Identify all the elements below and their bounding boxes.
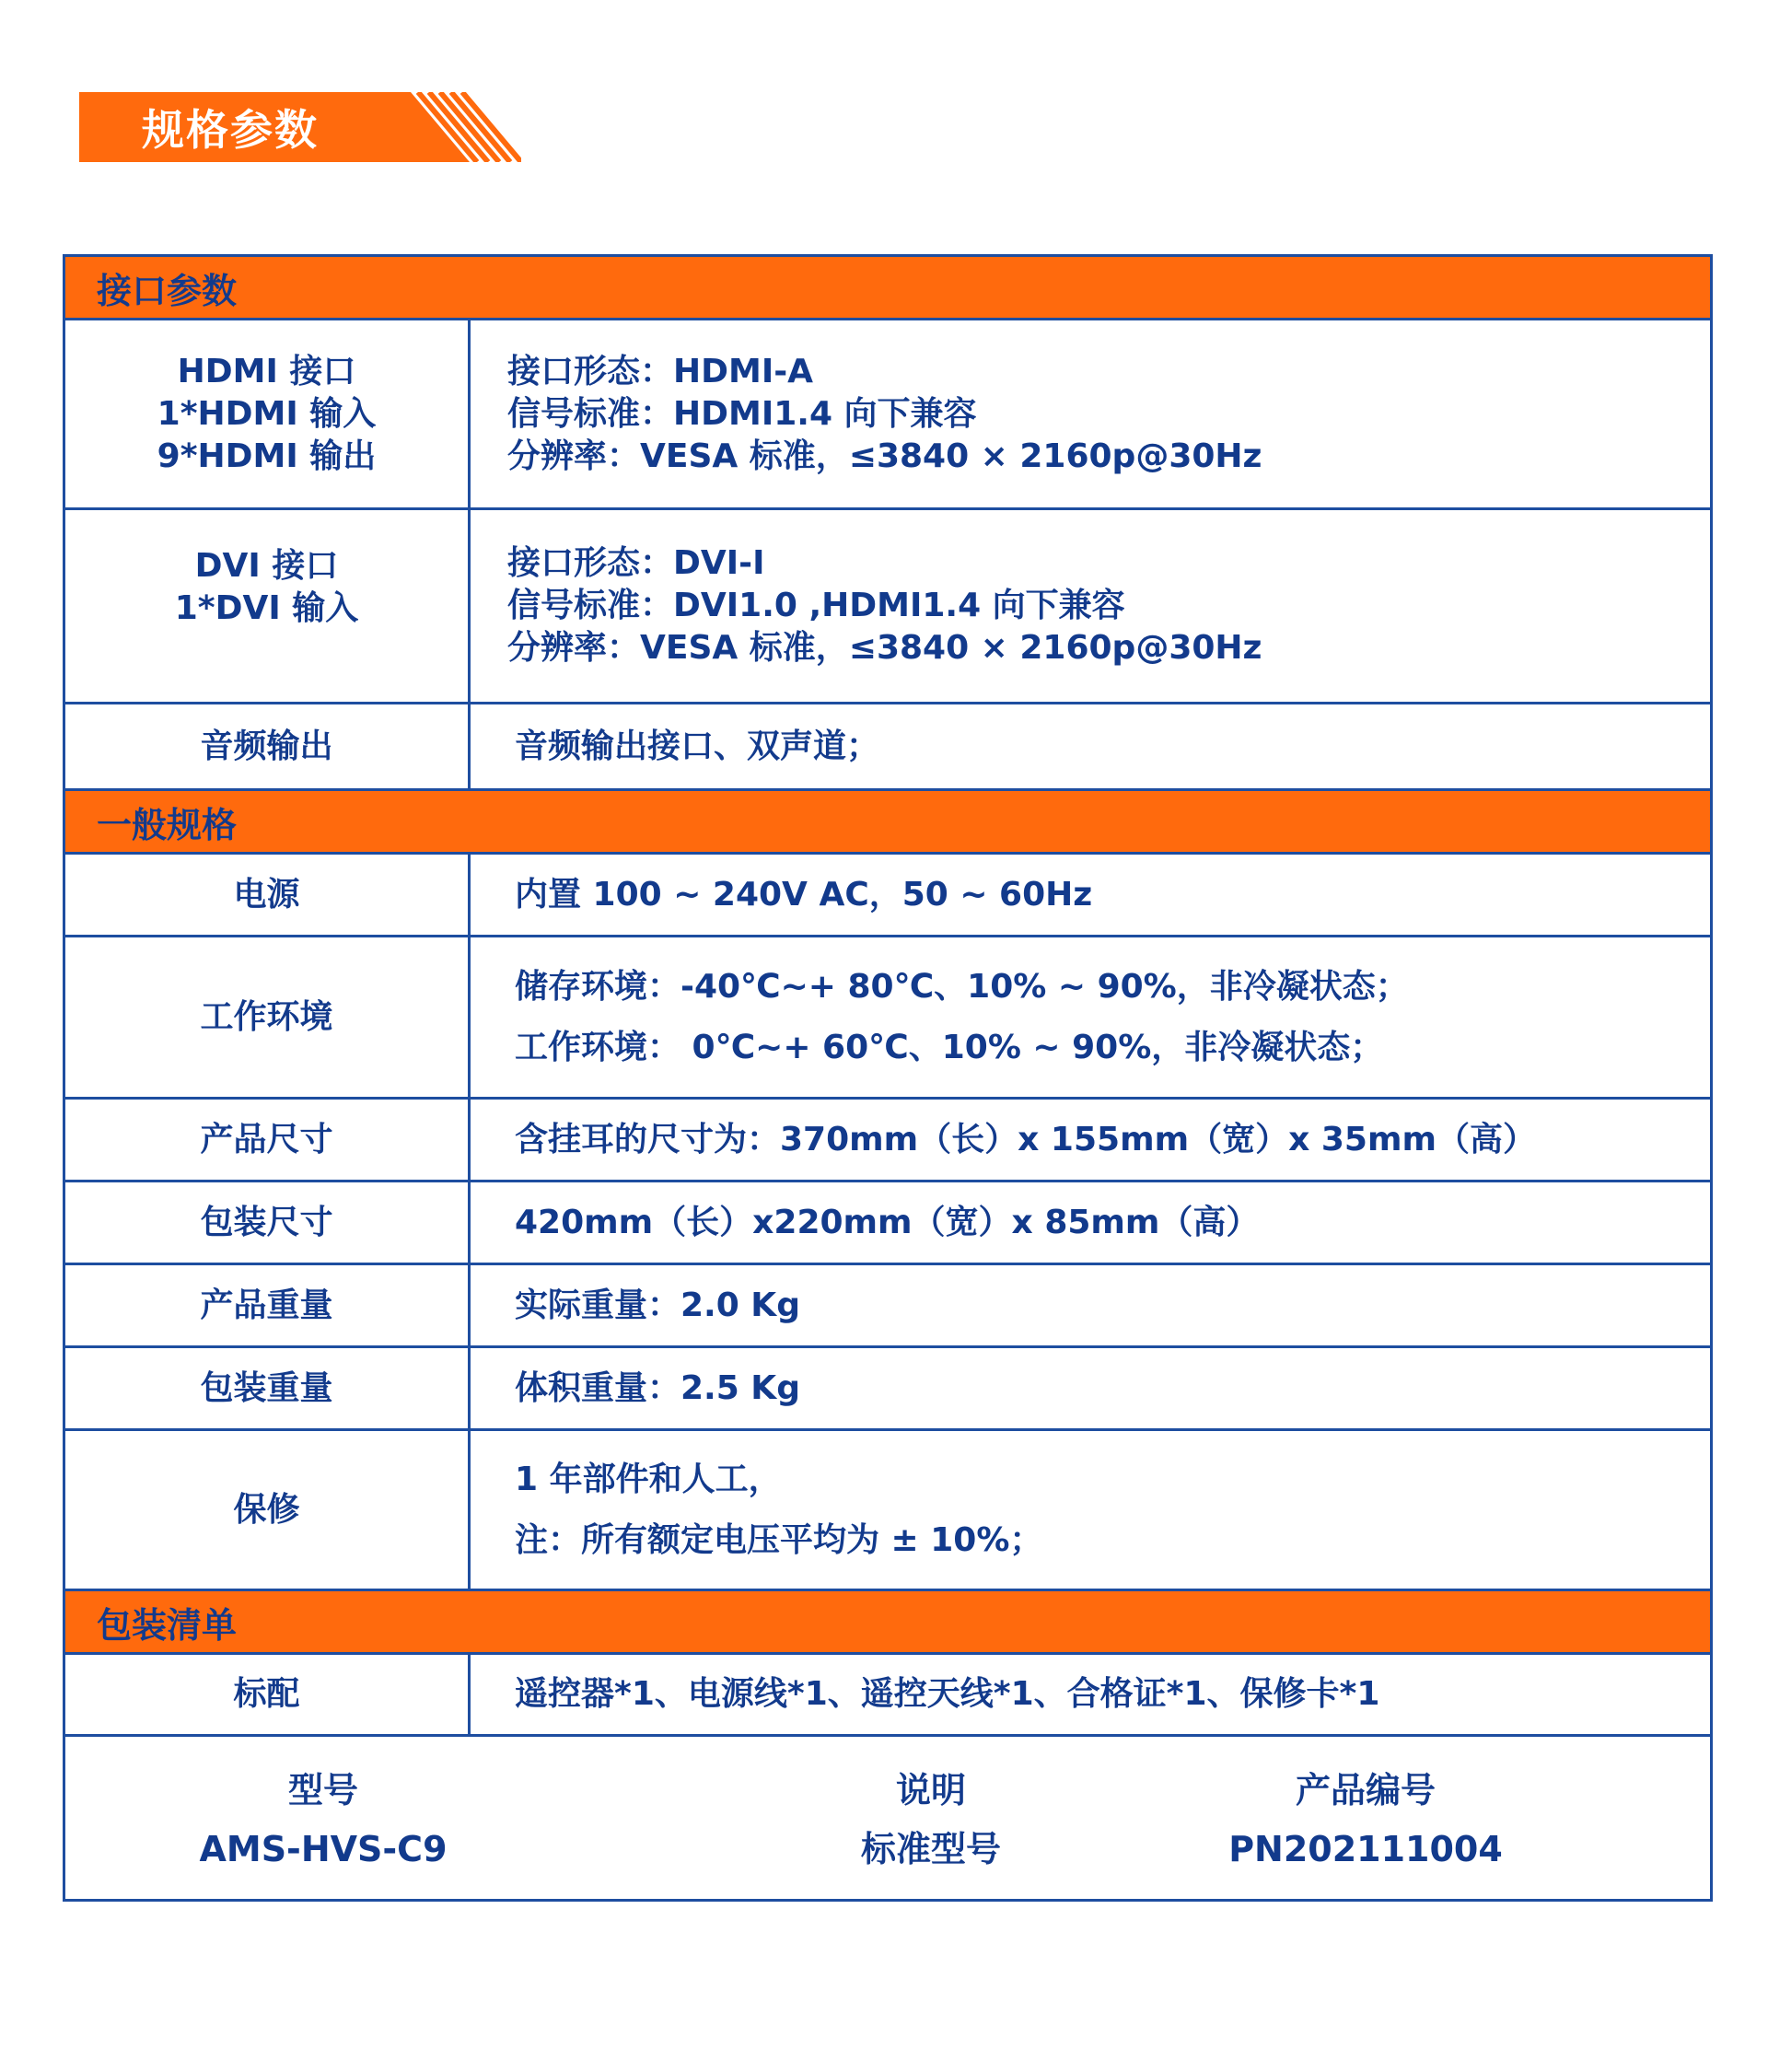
row-audio xyxy=(65,704,1710,791)
stripe-decoration-icon xyxy=(378,92,521,162)
hdmi-label-line: 9*HDMI 输出 xyxy=(157,437,377,475)
row-product-weight xyxy=(65,1265,1710,1348)
hdmi-label-line: 1*HDMI 输入 xyxy=(157,394,377,433)
row-value-dvi xyxy=(471,510,1710,702)
row-label-power: 电源 xyxy=(65,855,471,935)
row-package-size xyxy=(65,1182,1710,1265)
warranty-value-line: 注：所有额定电压平均为 ± 10%； xyxy=(515,1520,1043,1559)
description-heading: 说明 xyxy=(895,1770,966,1810)
warranty-value-line: 1 年部件和人工， xyxy=(515,1460,782,1498)
row-product-size xyxy=(65,1100,1710,1182)
dvi-value-line: 信号标准：DVI1.0 ,HDMI1.4 向下兼容 xyxy=(507,587,1125,624)
row-label-product-weight: 产品重量 xyxy=(65,1265,471,1345)
row-value-audio: 音频输出接口、双声道； xyxy=(515,727,880,765)
row-value-standard-accessories: 遥控器*1、电源线*1、遥控天线*1、合格证*1、保修卡*1 xyxy=(515,1675,1380,1713)
row-label-package-weight: 包装重量 xyxy=(65,1348,471,1428)
hdmi-value-line: 接口形态：HDMI-A xyxy=(507,352,814,390)
model-column xyxy=(121,1761,526,1879)
dvi-label-line: DVI 接口 xyxy=(194,547,339,585)
hdmi-value-line: 分辨率：VESA 标准，≤3840 × 2160p@30Hz xyxy=(507,437,1262,475)
product-number-heading: 产品编号 xyxy=(1295,1770,1436,1810)
row-value-package-size: 420mm（长）x220mm（宽）x 85mm（高） xyxy=(515,1203,1260,1241)
row-label-hdmi xyxy=(65,320,471,507)
row-value-package-weight: 体积重量：2.5 Kg xyxy=(515,1368,800,1407)
environment-value-line: 工作环境： 0℃~+ 60℃、10% ~ 90%，非冷凝状态； xyxy=(515,1028,1384,1066)
row-standard-accessories xyxy=(65,1655,1710,1737)
description-value: 标准型号 xyxy=(860,1829,1001,1869)
dvi-value-line: 分辨率：VESA 标准，≤3840 × 2160p@30Hz xyxy=(507,629,1262,667)
row-value-product-size: 含挂耳的尺寸为：370mm（长）x 155mm（宽）x 35mm（高） xyxy=(515,1120,1536,1158)
row-label-environment: 工作环境 xyxy=(65,937,471,1097)
section-header-interface: 接口参数 xyxy=(65,257,1710,320)
row-warranty xyxy=(65,1431,1710,1591)
description-column xyxy=(728,1761,1134,1879)
row-value-warranty xyxy=(471,1431,1710,1589)
row-value-hdmi xyxy=(471,320,1710,507)
row-label-product-size: 产品尺寸 xyxy=(65,1100,471,1180)
model-info-block xyxy=(65,1737,1710,1899)
row-environment xyxy=(65,937,1710,1100)
row-label-standard-accessories: 标配 xyxy=(65,1655,471,1734)
hdmi-label-line: HDMI 接口 xyxy=(177,352,356,390)
row-label-warranty: 保修 xyxy=(65,1431,471,1589)
row-value-environment xyxy=(471,937,1710,1097)
row-power xyxy=(65,855,1710,937)
row-hdmi xyxy=(65,320,1710,510)
row-value-power: 内置 100 ~ 240V AC，50 ~ 60Hz xyxy=(515,875,1093,914)
product-number-value: PN202111004 xyxy=(1228,1829,1503,1869)
dvi-value-line: 接口形态：DVI-I xyxy=(507,544,765,582)
section-header-packing: 包装清单 xyxy=(65,1591,1710,1655)
product-number-column xyxy=(1163,1761,1568,1879)
row-value-product-weight: 实际重量：2.0 Kg xyxy=(515,1286,800,1324)
hdmi-value-line: 信号标准：HDMI1.4 向下兼容 xyxy=(507,394,977,433)
row-dvi xyxy=(65,510,1710,704)
row-label-dvi xyxy=(65,510,471,702)
model-heading: 型号 xyxy=(287,1770,358,1810)
dvi-label-line: 1*DVI 输入 xyxy=(174,589,359,627)
model-value: AMS-HVS-C9 xyxy=(199,1829,448,1869)
environment-value-line: 储存环境：-40℃~+ 80℃、10% ~ 90%，非冷凝状态； xyxy=(515,967,1409,1006)
row-label-package-size: 包装尺寸 xyxy=(65,1182,471,1263)
row-package-weight xyxy=(65,1348,1710,1431)
page-title-banner xyxy=(79,92,521,162)
spec-table xyxy=(63,254,1713,1902)
row-label-audio: 音频输出 xyxy=(65,704,471,788)
section-header-general: 一般规格 xyxy=(65,791,1710,855)
page-title: 规格参数 xyxy=(142,105,319,155)
